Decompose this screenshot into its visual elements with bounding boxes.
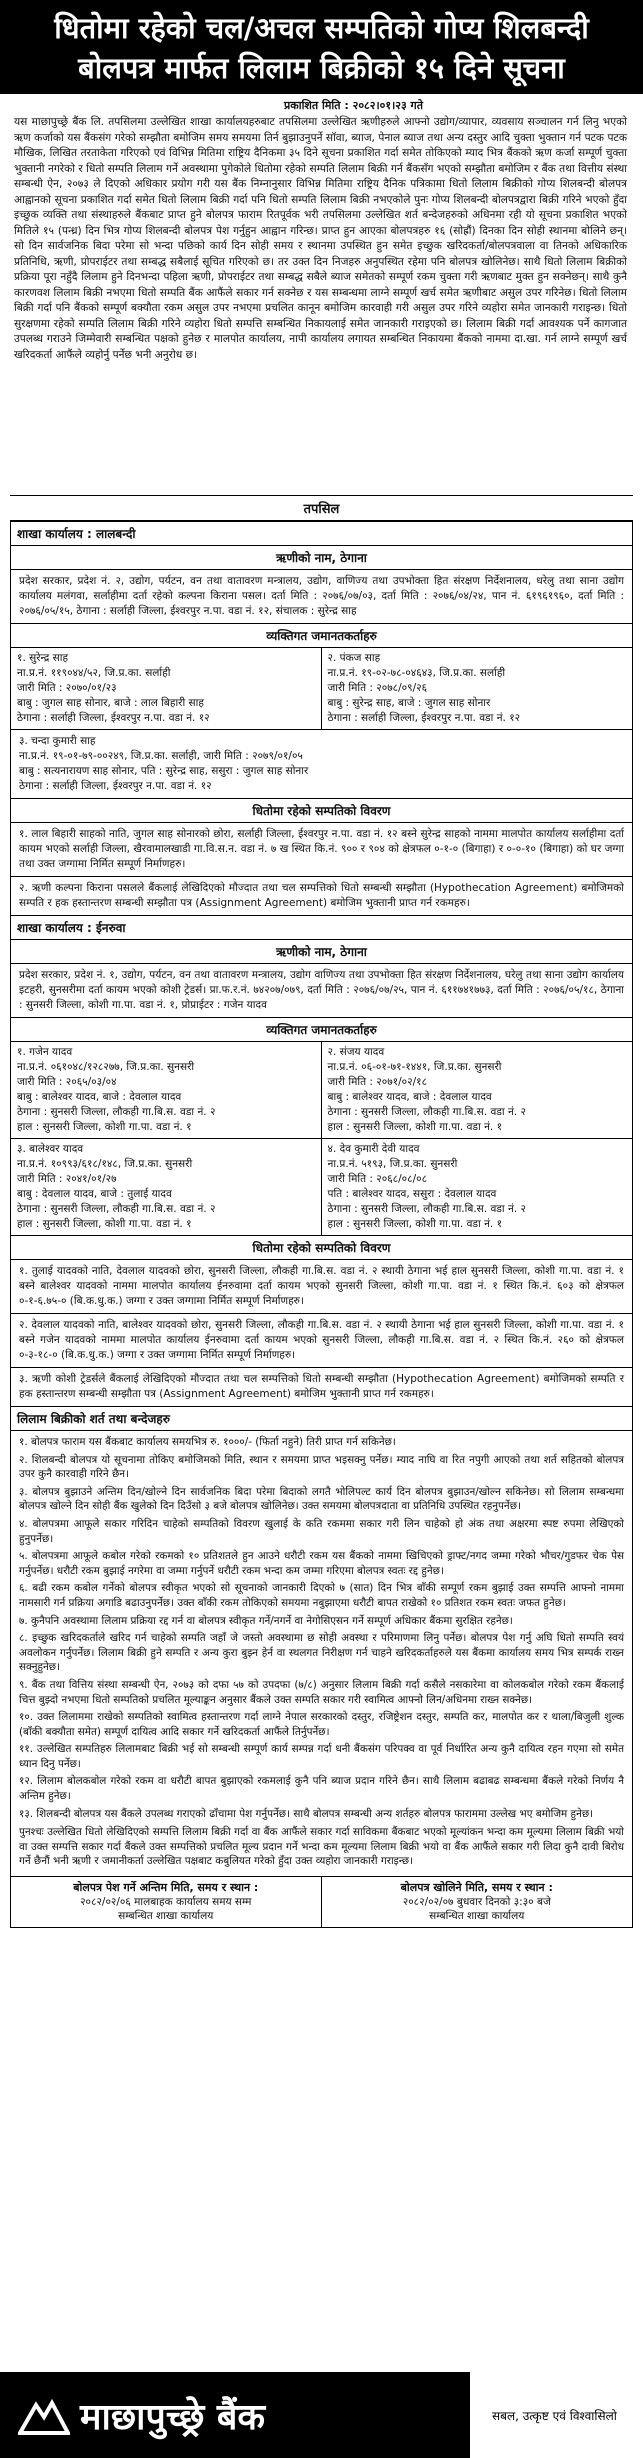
bank-logo-block xyxy=(0,2372,470,2458)
guarantor-entry: ४. देव कुमारी देवी यादव ना.प्र.नं. ५१९३, जि.प्र.का. सुनसरी जारी मिति : २०६८/०८/०८ पति : बालेश्वर यादव, ससुरा : देवलाल यादव ठेगाना : सुनसरी जिल्ला, लौकही गा.बि.स. वडा नं. २ हाल : सुनसरी जिल्ला, कोशी गा.पा. वडा नं. १ xyxy=(327,1143,526,1230)
schedule-footer xyxy=(11,1876,632,1927)
term-item: १०. उक्त लिलाममा राखेको सम्पतिको स्वामित्व हस्तान्तरण गर्दा लाग्ने नेपाल सरकारको दस्तुर, रजिष्ट्रेशन दस्तुर, सम्पति कर, मालपोत कर र थाला/बिजुली शुल्क (बाँकी बक्यौता समेत) सम्पूर्ण दायित्व आदि सकार गर्ने खरिदकर्ता आफैंले तिर्नुपर्नेछ। xyxy=(19,1711,624,1738)
collateral-item: २. देवलाल यादवको नाति, बालेश्वर यादवको छोरा, सुनसरी जिल्ला, लौकही गा.बि.स. वडा नं. २ स्थायी ठेगाना भई हाल सुनसरी जिल्ला, कोशी गा.पा. वडा नं. १ बस्ने गजेन यादवको नाममा मालपोत कार्यालय ईनरुवामा दर्ता कायम भएको सुनसरी जिल्ला, लौकही गा.बि.स. वडा नं. २ स्थित कि.नं. २६० को क्षेत्रफल ०-३-१८-० (बि.क.धु.क.) जग्गा र उक्त जग्गामा निर्मित सम्पूर्ण निर्माणहरु। xyxy=(11,1314,632,1368)
submission-deadline-heading: बोलपत्र पेश गर्ने अन्तिम मिति, समय र स्थान : xyxy=(73,1881,259,1895)
bank-footer xyxy=(0,2372,643,2458)
term-item: ६. बढी रकम कबोल गर्नेको बोलपत्र स्वीकृत भएको सो सूचनाको जानकारी दिएको ७ (सात) दिन भित्र बाँकी सम्पूर्ण रकम बुझाई उक्त सम्पत्ति आफ्नो नाममा नामसारी गर्न प्रक्रिया अगाडि बढाउनुपर्नेछ। उक्त बाँकी रकम तोकिएको समयमा नबुझाएमा धरौटी बापत राखेको १० प्रतिशत रकम स्वतः जफत हुनेछ। xyxy=(19,1582,624,1609)
mountain-logo-icon xyxy=(18,2395,70,2435)
terms-note: पुनश्चः उल्लेखित धितो लेखिदिएको सम्पत्ति लिलाम बिक्री गर्दा वा बैंक आफैंले सकार गर्दा साविकमा बैंकबाट भएको मूल्यांकन भन्दा कम मूल्यमा लिलाम बिक्री भयो वा उक्त सम्पत्ति सकार गर्दा बैंकले उक्त सम्पत्तिको प्रचलित मूल्य प्रदान गर्ने भन्दा कम मूल्यमा लिलाम बिक्री भयो वा बैंक आफैंले सकार गरी लिदा कुनै दावी बिरोध गर्ने छैनौं भनी ऋणी र जमानीकर्ता उल्लेखित पक्षबाट कबुलियत गरेको हुँदा उक्त व्यहोरा जानकारी गराइन्छ। xyxy=(19,1826,624,1868)
branch-block xyxy=(10,521,633,1928)
guarantor-entry: २. संजय यादव ना.प्र.नं. ०६-०१-७१-१४४१, जि.प्र.का. सुनसरी जारी मिति : २०७१/०२/१८ बाबु : बालेश्वर यादव, बाजे : देवलाल यादव ठेगाना : सुनसरी जिल्ला, लौकही गा.बि.स. वडा नं. २ हाल : सुनसरी जिल्ला, कोशी गा.पा. वडा नं. १ xyxy=(327,1046,526,1133)
term-item: ४. बोलपत्रमा आफूले सकार गरिदिन चाहेको सम्पतिको विवरण खुलाई के कति रकममा सकार गरी लिन चाहेको हो अंक तथा अक्षरमा स्पष्ट रुपमा लेखिएको हुनुपर्नेछ। xyxy=(19,1517,624,1545)
intro-paragraph: यस माछापुच्छ्रे बैंक लि. तपसिलमा उल्लेखित शाखा कार्यालयहरुबाट तपसिलमा उल्लेखित ऋणीहरुले आफ्नो उद्योग/व्यापार, व्यवसाय सञ्चालन गर्न लिनु भएको ऋण कर्जाको यस बैंकसंग गरेको सम्झौता बमोजिम समय समयमा तिर्न बुझाउनुपर्ने सॉवा, ब्याज, पेनाल ब्याज तथा अन्य दस्तुर आदि चुक्ता भुक्तान गर्न पटक पटक मौखिक, लिखित तरताकेता गरिएको एवं विभिन्न मितिमा राष्ट्रिय दैनिकमा ३५ दिने सूचना प्रकाशित गर्दा समेत तोकिएको म्याद भित्र बैंकको ऋण कर्जा सम्पूर्ण चुक्ता भुक्तानी नगरेको र धितो सम्पति लिलाम गर्ने अवस्थामा पुगेकोले धितोमा रहेको सम्पति लिलाम बिक्री गर्न बैंकसँग भएको सम्झौता बमोजिम र बैंक तथा वित्तीय संस्था सम्बन्धी ऐन, २०७३ ले दिएको अधिकार प्रयोग गरी यस बैंक निम्नानुसार विभिन्न मितिमा राष्ट्रिय दैनिक पत्रिकामा धितो लिलाम बिक्रीको गोप्य शिलबन्दी बोलपत्र आह्वानको सूचना प्रकाशित गर्दा समेत धितो लिलाम बिक्री गर्दा पनि धितो सम्पति लिलाम बिक्री नभएकोले पुनः गोप्य शिलबन्दी बोलपत्रद्वारा बिक्री गरिने भएको हुँदा इच्छुक व्यक्ति तथा संस्थाहरुले बैंकबाट प्राप्त हुने बोलपत्र फाराम रितपूर्वक भरी तपसिलमा उल्लेखित शर्त बन्देजहरुको अधिनमा रही यो सूचना प्रकाशित भएको मितिले १५ (पन्ध्र) दिन भित्र गोप्य शिलबन्दी बोलपत्र पेश गर्नुहुन आह्वान गरिन्छ। प्राप्त हुन आएका बोलपत्रहरु १६ (सोह्रौं) दिनका दिन सोही स्थानमा बोलिने छन्। सो दिन सार्वजनिक बिदा परेमा सो भन्दा पछिको कार्य दिन सोही समय र स्थानमा उपस्थित हुन समेत इच्छुक खरिदकर्ता/बोलपत्रवाला वा तिनको अधिकारिक प्रतिनिधि, ऋणी, प्रोपराईटर तथा सम्बद्ध सबैलाई सूचित गरिएको छ। तर उक्त दिन निजहरु अनुपस्थित रहेमा पनि बोलपत्र खोलिनेछ। साथै धितो लिलाम बिक्रीको प्रक्रिया पूरा नहुँदै लिलाम हुने दिनभन्दा पहिला ऋणी, प्रोपराईटर तथा सम्बद्ध सबैले ब्याज समेतको सम्पूर्ण रकम चुक्ता गरी ऋणबाट मुक्त हुन सक्नेछन्। साथै कुनै कारणवश लिलाम बिक्री नभएमा धितो सम्पति बैंक आफैंले सकार गर्न सक्नेछ र यस सम्बन्धमा लाग्ने सम्पूर्ण खर्च समेत ऋणीबाट असुल उपर गरिनेछ। धितो लिलाम बिक्री गर्दा पनि बैंकको सम्पूर्ण बक्यौता रकम असुल उपर नभएमा प्रचलित कानून बमोजिम कारवाही गरी असुल उपर गरिने व्यहोरा समेत जानकारी गराइन्छ। धितो सुरक्षणमा रहेको सम्पति लिलाम बिक्री गरिने व्यहोरा धितो सम्पत्ति सम्बन्धित निकायलाई समेत जानकारी गराइएको छ। लिलाम बिक्री गर्दा आवश्यक पर्ने कागजात उपलब्ध गराउने जिम्मेवारी सम्बन्धित पक्षको हुनेछ र मालपोत कार्यालय, नापी कार्यालय लगायत सम्बन्धित निकायमा बैंकको नाममा दा.खा. गर्न लाग्ने सम्पूर्ण खर्च खरिदकर्ता आफैंले व्यहोर्नु पर्नेछ भनी अनुरोध छ। xyxy=(14,116,627,361)
guarantor-entry: १. सुरेन्द्र साह ना.प्र.नं. ११९०४४/५२, जि.प्र.का. सर्लाही जारी मिति : २०७०/०१/२३ बाबु : जुगल साह सोनार, बाजे : लाल बिहारी साह ठेगाना : सर्लाही जिल्ला, ईश्वरपुर न.पा. वडा नं. १२ xyxy=(11,648,322,729)
borrower-details: प्रदेश सरकार, प्रदेश नं. २, उद्योग, पर्यटन, वन तथा वातावरण मन्त्रालय, उद्योग, वाणिज्य तथा उपभोक्ता हित संरक्षण निर्देशनालय, धरेलु तथा साना उद्योग कार्यालय मलंगवा, सर्लाहीमा दर्ता रहेको कल्पना किराना पसल। दर्ता मिति : २०७६/०७/०३, दर्ता मिति : २०७६/०४/२४, पान नं. ६१९६१९६०, दर्ता मिति : २०७६/०५/१५, ठेगाना : सर्लाही जिल्ला, ईश्वरपुर न.पा. वडा नं. १२, संचालक : सुरेन्द्र साह xyxy=(11,570,632,624)
term-item: ८. इच्छुक खरिदकर्ताले खरिद गर्न चाहेको सम्पति जहाँ जे जस्तो अवस्थामा छ सोही अवस्था र परिमाणमा लिनु पर्नेछ। बोलपत्र पेश गर्नु अघि धितो सम्पति स्वयं अवलोकन गर्नुपर्नेछ। लिलाम बिक्री हुने सम्पति र अन्य कुरा बुझ्न हेर्न वा स्थलगत निरीक्षण गर्न चाहने खरिदकर्ताहरुले यस बैंकमा कार्यालय समय भित्र सम्पर्क राख्न सक्नुहुनेछ। xyxy=(19,1632,624,1674)
guarantor-entry: १. गजेन यादव ना.प्र.नं. ०६१०४८/१२८२७७, जि.प्र.का. सुनसरी जारी मिति : २०६५/०३/०४ बाबु : बालेश्वर यादव, बाजे : देवलाल यादव ठेगाना : सुनसरी जिल्ला, लौकही गा.बि.स. वडा नं. २ हाल : सुनसरी जिल्ला, कोशी गा.पा. वडा नं. १ xyxy=(11,1042,322,1138)
guarantor-entry: ३. चन्दा कुमारी साह ना.प्र.नं. १९-०१-७९-००२४९, जि.प्र.का. सर्लाही, जारी मिति : २०७९/०१/०५ बाबु : सत्यनारायण साह सोनार, पति : सुरेन्द्र साह, ससुरा : जुगल साह सोनार ठेगाना : सर्लाही जिल्ला, ईश्वरपुर न.पा. वडा नं. १२ xyxy=(11,730,632,799)
guarantor-grid xyxy=(11,648,632,730)
branch-name: शाखा कार्यालय : लालबन्दी xyxy=(11,522,632,546)
collateral-item: १. लाल बिहारी साहको नाति, जुगल साह सोनारको छोरा, सर्लाही जिल्ला, ईश्वरपुर न.पा. वडा नं. १२ बस्ने सुरेन्द्र साहको नाममा मालपोत कार्यालय सर्लाहीमा दर्ता कायम भएको सर्लाही जिल्ला, खैरवामालखाडी गा.वि.स.न. वडा नं. ७ ख स्थित कि.नं. ९०० र ९०४ को क्षेत्रफल ०-१-० (बिगाहा) र ०-०-१० (बिगाहा) को घर जग्गा तथा उक्त जग्गामा निर्मित सम्पूर्ण निर्माणहरु। xyxy=(11,823,632,877)
term-item: १. बोलपत्र फाराम यस बैंकबाट कार्यालय समयभित्र रु. १०००/- (फिर्ता नहुने) तिरी प्राप्त गर्न सकिनेछ। xyxy=(19,1436,396,1448)
collateral-item: १. तुलाई यादवको नाति, देवलाल यादवको छोरा, सुनसरी जिल्ला, लौकही गा.बि.स. वडा नं. २ स्थायी ठेगाना भई हाल सुनसरी जिल्ला, कोशी गा.पा. वडा नं. १ बस्ने बालेश्वर यादवको नाममा मालपोत कार्यालय ईनरुवामा दर्ता कायम भएको सुनसरी जिल्ला, कोशी गा.पा. वडा नं. १ स्थित कि.नं. ६०३ को क्षेत्रफल ०-१-६.७५-० (बि.क.धु.क.) जग्गा र उक्त जग्गामा निर्मित सम्पूर्ण निर्माणहरु। xyxy=(11,1260,632,1314)
schedule-title: तपसिल xyxy=(10,495,633,521)
opening-date-box xyxy=(322,1877,633,1927)
term-item: ५. बोलपत्रमा आफूले कबोल गरेको रकमको १० प्रतिशतले हुन आउने धरौटी रकम यस बैंकको नाममा खिचिएको ड्राफ्ट/नगद जम्मा गरेको भौचर/गुडफर चेक पेस गर्नुपर्नेछ। धरौटी रकम बुझाई नगरेमा वा जम्मा गर्नुपर्ने धरौटी रकम भन्दा कम जम्मा गरिएमा बोलपत्र स्वतः रद्द हुनेछ। xyxy=(19,1550,624,1577)
terms-title: लिलाम बिक्रीको शर्त तथा बन्देजहरु xyxy=(11,1407,632,1431)
opening-date-detail: २०८२/०२/०७ बुधवार दिनको ३:३० बजे सम्बन्धित शाखा कार्यालय xyxy=(402,1896,551,1923)
collateral-section-title: धितोमा रहेको सम्पतिको विवरण xyxy=(11,1236,632,1260)
guarantor-section-title: व्यक्तिगत जमानतकर्ताहरु xyxy=(11,1018,632,1042)
term-item: २. शिलबन्दी बोलपत्र यो सूचनामा तोकिए बमोजिमको मिति, स्थान र समयमा प्राप्त भइसक्नु पर्नेछ। म्याद नाघि वा रित नपुगी आएको तथा शर्त सहितको बोलपत्र उपर कुनै कारवाही गरिने छैन। xyxy=(19,1453,624,1481)
collateral-item: ३. ऋणी कोशी ट्रेडर्सले बैंकलाई लेखिदिएको मौज्दात तथा चल सम्पत्तिको धितो सम्बन्धी सम्झौता (Hypothecation Agreement) बमोजिमको सम्पति र हक हस्तान्तरण सम्बन्धी सम्झौता पत्र (Assignment Agreement) बमोजिम भुक्तानी प्राप्त गर्न रकमहरु। xyxy=(11,1368,632,1407)
term-item: १३. शिलबन्दी बोलपत्र यस बैंकले उपलब्ध गराएको ढाँचामा पेश गर्नुपर्नेछ। साथै बोलपत्र सम्बन्धी अन्य शर्तहरु बोलपत्र फाराममा उल्लेख भए बमोजिम हुनेछ। xyxy=(19,1807,594,1820)
opening-date-heading: बोलपत्र खोलिने मिति, समय र स्थान : xyxy=(400,1881,553,1895)
term-item: १२. लिलाम बोलकबोल गरेको रकम वा धरौटी बापत बुझाएको रकमलाई कुनै पनि ब्याज प्रदान गरिने छैन। साथै लिलाम बढाबढ सम्बन्धमा बैंकले गरेको निर्णय नै अन्तिम हुनेछ। xyxy=(19,1775,624,1803)
term-item: ७. कुनैपनि अवस्थामा लिलाम प्रक्रिया रद्द गर्न वा बोलपत्र स्वीकृत गर्ने/नगर्ने वा नेगोसिएसन गर्ने सम्पूर्ण अधिकार बैंकमा सुरक्षित रहनेछ। xyxy=(19,1614,513,1627)
terms-list xyxy=(11,1431,632,1876)
borrower-section-title: ऋणीको नाम, ठेगाना xyxy=(11,940,632,964)
guarantor-grid xyxy=(11,1042,632,1139)
headline-line-1: धितोमा रहेको चल/अचल सम्पतिको गोप्य शिलबन्दी xyxy=(54,11,589,45)
guarantor-entry: २. पंकज साह ना.प्र.नं. १९-०२-७८-०४६४३, जि.प्र.का. सर्लाही जारी मिति : २०७८/०९/२६ बाबु : सुरेन्द्र साह, बाजे : जुगल साह सोनार ठेगाना : सर्लाही जिल्ला, ईश्वरपुर न.पा. वडा नं. १२ xyxy=(327,652,521,724)
term-item: ९. बैंक तथा वित्तिय संस्था सम्बन्धी ऐन, २०७३ को दफा ५७ को उपदफा (७/८) अनुसार लिलाम बिक्री गर्दा कसैले नसकारेमा वा कोलकबोल गरेको रकम बैंकलाई चित्त बुझ्दो नभएमा धितो सम्पतिको प्रचलित मूल्याङ्कन अनुसार बैंकले उक्त सम्पति सकार गरी स्वामित्व आफ्नो लिन/अधिनमा राख्न सक्नेछ। xyxy=(19,1678,624,1706)
term-item: ११. उल्लेखित सम्पतिहरु लिलामबाट बिक्री भई सो सम्बन्धी सम्पूर्ण कार्य सम्पन्न गर्दा धनी बैंकसंग परिपक्व वा पूर्व निर्धारित अन्य कुनै दायित्व रहन गएमा सो समेत ध्यान दिनु पर्नेछ। xyxy=(19,1743,624,1770)
headline-line-2: बोलपत्र मार्फत लिलाम बिक्रीको १५ दिने सूचना xyxy=(78,51,565,85)
borrower-section-title: ऋणीको नाम, ठेगाना xyxy=(11,546,632,570)
guarantor-section-title: व्यक्तिगत जमानतकर्ताहरु xyxy=(11,624,632,648)
bank-tagline: सबल, उत्कृष्ट एवं विश्वासिलो xyxy=(492,2408,617,2423)
branch-name: शाखा कार्यालय : ईनरुवा xyxy=(11,916,632,940)
submission-deadline-detail: २०८२/०२/०६ मालबाहक कार्यालय समय सम्म सम्बन्धित शाखा कार्यालय xyxy=(80,1896,252,1923)
borrower-details: प्रदेश सरकार, प्रदेश नं. १, उद्योग, पर्यटन, वन तथा वातावरण मन्त्रालय, उद्योग वाणिज्य तथा उपभोक्ता हित संरक्षण निर्देशनालय, घरेलु तथा साना उद्योग कार्यालय इटहरी, सुनसरीमा दर्ता कायम भएको कोशी ट्रेडर्स। प्रा.फ.र.नं. ७४२०७/०७९, दर्ता मिति : २०७६/०७/२५, पान नं. ६११७४१७७३, दर्ता मिति : २०७६/०५/१८, ठेगाना : सुनसरी जिल्ला, कोशी गा.पा. वडा नं. १, प्रोप्राईटर : गजेन यादव xyxy=(11,964,632,1018)
guarantor-entry: ३. बालेश्वर यादव ना.प्र.नं. १०९९३/६१८/१४८, जि.प्र.का. सुनसरी जारी मिति : २०४१/०१/२७ बाबु : देवलाल यादव, बाजे : तुलाई यादव ठेगाना : सुनसरी जिल्ला, लौकही गा.बि.स. वडा नं. २ हाल : सुनसरी जिल्ला, कोशी गा.पा. वडा नं. १ xyxy=(11,1139,322,1235)
collateral-item: २. ऋणी कल्पना किराना पसलले बैंकलाई लेखिदिएको मौज्दात तथा चल सम्पत्तिको धितो सम्बन्धी सम्झौता (Hypothecation Agreement) बमोजिमको सम्पति र हक हस्तान्तरण सम्बन्धी सम्झौता पत्र (Assignment Agreement) बमोजिम भुक्तानी प्राप्त गर्न रकमहरु। xyxy=(11,877,632,916)
collateral-section-title: धितोमा रहेको सम्पतिको विवरण xyxy=(11,799,632,823)
bank-name: माछापुच्छ्रे बैंक xyxy=(80,2395,266,2438)
term-item: ३. बोलपत्र बुझाउने अन्तिम दिन/खोल्ने दिन सार्वजनिक बिदा परेमा बिदाको लगतै भोलिपल्ट कार्य दिन बोलपत्र बुझाउन/खोल्न सकिनेछ। सो लिलाम सम्बन्धमा बोलपत्र खोल्ने दिन सोही बैंक खुलेको दिन दिउँसो ३ बजे बोलपत्र खोलिनेछ। उक्त समयमा बोलपत्रदाता वा प्रतिनिधि उपस्थित रहनुपर्नेछ। xyxy=(19,1485,624,1513)
published-date: प्रकाशित मिति : २०८२।०१।२३ गते xyxy=(284,99,423,112)
notice-headline xyxy=(0,0,643,94)
submission-deadline-box xyxy=(11,1877,322,1927)
guarantor-grid xyxy=(11,1139,632,1236)
